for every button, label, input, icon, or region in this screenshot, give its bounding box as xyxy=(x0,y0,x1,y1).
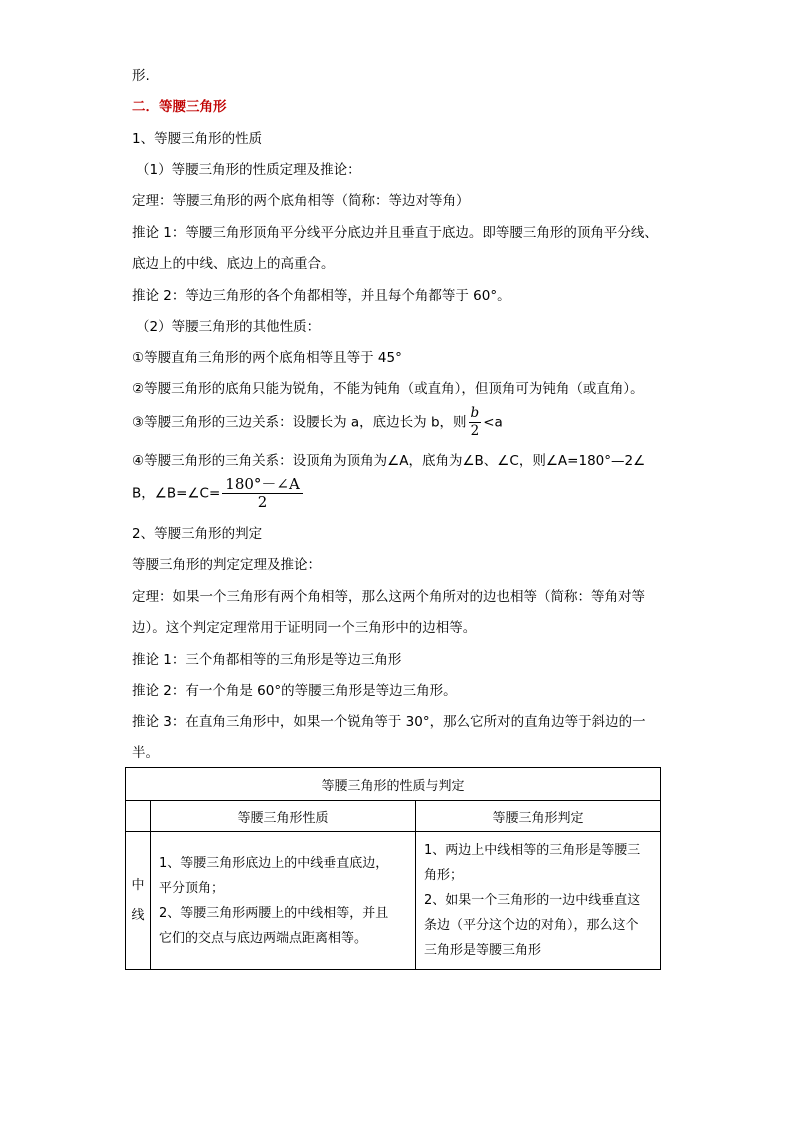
row-label-char: 线 xyxy=(131,907,145,923)
table-title: 等腰三角形的性质与判定 xyxy=(126,768,661,801)
text-segment: ③等腰三角形的三边关系：设腰长为 a，底边长为 b，则 xyxy=(132,414,467,431)
fraction-angle-formula xyxy=(222,476,303,511)
fraction-numerator: b xyxy=(470,405,480,421)
properties-table xyxy=(125,767,661,970)
text-line: （2）等腰三角形的其他性质： xyxy=(136,319,321,335)
column-header-criteria: 等腰三角形判定 xyxy=(416,801,661,832)
text-line: （1）等腰三角形的性质定理及推论： xyxy=(136,162,361,178)
text-line: 底边上的中线、底边上的高重合。 xyxy=(132,256,335,272)
text-line: ④等腰三角形的三角关系：设顶角为顶角为∠A，底角为∠B、∠C，则∠A=180°—2∠ xyxy=(132,453,646,469)
text-line: 形. xyxy=(132,68,150,84)
text-line: 等腰三角形的判定定理及推论： xyxy=(132,557,321,573)
fraction-numerator: 180°－∠A xyxy=(222,476,303,494)
fraction-b-over-2 xyxy=(469,405,482,440)
cell-line: 2、等腰三角形两腰上的中线相等，并且 xyxy=(159,905,389,921)
cell-line: 2、如果一个三角形的一边中线垂直这 xyxy=(424,893,641,908)
fraction-denominator: 2 xyxy=(257,493,268,511)
text-segment: B，∠B=∠C= xyxy=(132,485,221,502)
corollary-line: 推论 2：等边三角形的各个角都相等，并且每个角都等于 60°。 xyxy=(132,288,511,304)
text-line-with-fraction xyxy=(132,476,305,511)
criteria-cell xyxy=(416,832,661,970)
theorem-line: 定理：如果一个三角形有两个角相等，那么这两个角所对的边也相等（简称：等角对等 xyxy=(132,589,645,605)
text-line: 边）。这个判定定理常用于证明同一个三角形中的边相等。 xyxy=(132,620,477,636)
section-heading: 二．等腰三角形 xyxy=(132,99,227,115)
table-corner-cell xyxy=(126,801,151,832)
column-header-properties: 等腰三角形性质 xyxy=(151,801,416,832)
cell-line: 三角形是等腰三角形 xyxy=(424,943,542,958)
cell-line: 平分顶角； xyxy=(159,880,225,896)
corollary-line: 推论 1：等腰三角形顶角平分线平分底边并且垂直于底边。即等腰三角形的顶角平分线、 xyxy=(132,225,658,241)
corollary-line: 推论 2：有一个角是 60°的等腰三角形是等边三角形。 xyxy=(132,683,457,699)
text-line: ①等腰直角三角形的两个底角相等且等于 45° xyxy=(132,350,402,366)
subsection-heading: 1、等腰三角形的性质 xyxy=(132,131,263,147)
text-line-with-fraction xyxy=(132,405,503,440)
cell-line: 1、等腰三角形底边上的中线垂直底边， xyxy=(159,855,389,871)
cell-line: 角形； xyxy=(424,868,464,883)
properties-cell xyxy=(151,832,416,970)
subsection-heading: 2、等腰三角形的判定 xyxy=(132,526,263,542)
text-line: ②等腰三角形的底角只能为锐角，不能为钝角（或直角），但顶角可为钝角（或直角）。 xyxy=(132,381,644,397)
row-label-median xyxy=(126,832,151,970)
cell-line: 1、两边上中线相等的三角形是等腰三 xyxy=(424,843,641,858)
cell-line: 条边（平分这个边的对角），那么这个 xyxy=(424,918,639,933)
corollary-line: 推论 3：在直角三角形中，如果一个锐角等于 30°，那么它所对的直角边等于斜边的一 xyxy=(132,714,646,730)
text-line: 半。 xyxy=(132,745,159,761)
corollary-line: 推论 1：三个角都相等的三角形是等边三角形 xyxy=(132,652,402,668)
text-segment: <a xyxy=(483,414,503,431)
fraction-denominator: 2 xyxy=(470,423,480,439)
cell-line: 它们的交点与底边两端点距离相等。 xyxy=(159,930,368,946)
row-label-char: 中 xyxy=(131,877,145,893)
theorem-line: 定理：等腰三角形的两个底角相等（简称：等边对等角） xyxy=(132,193,470,209)
